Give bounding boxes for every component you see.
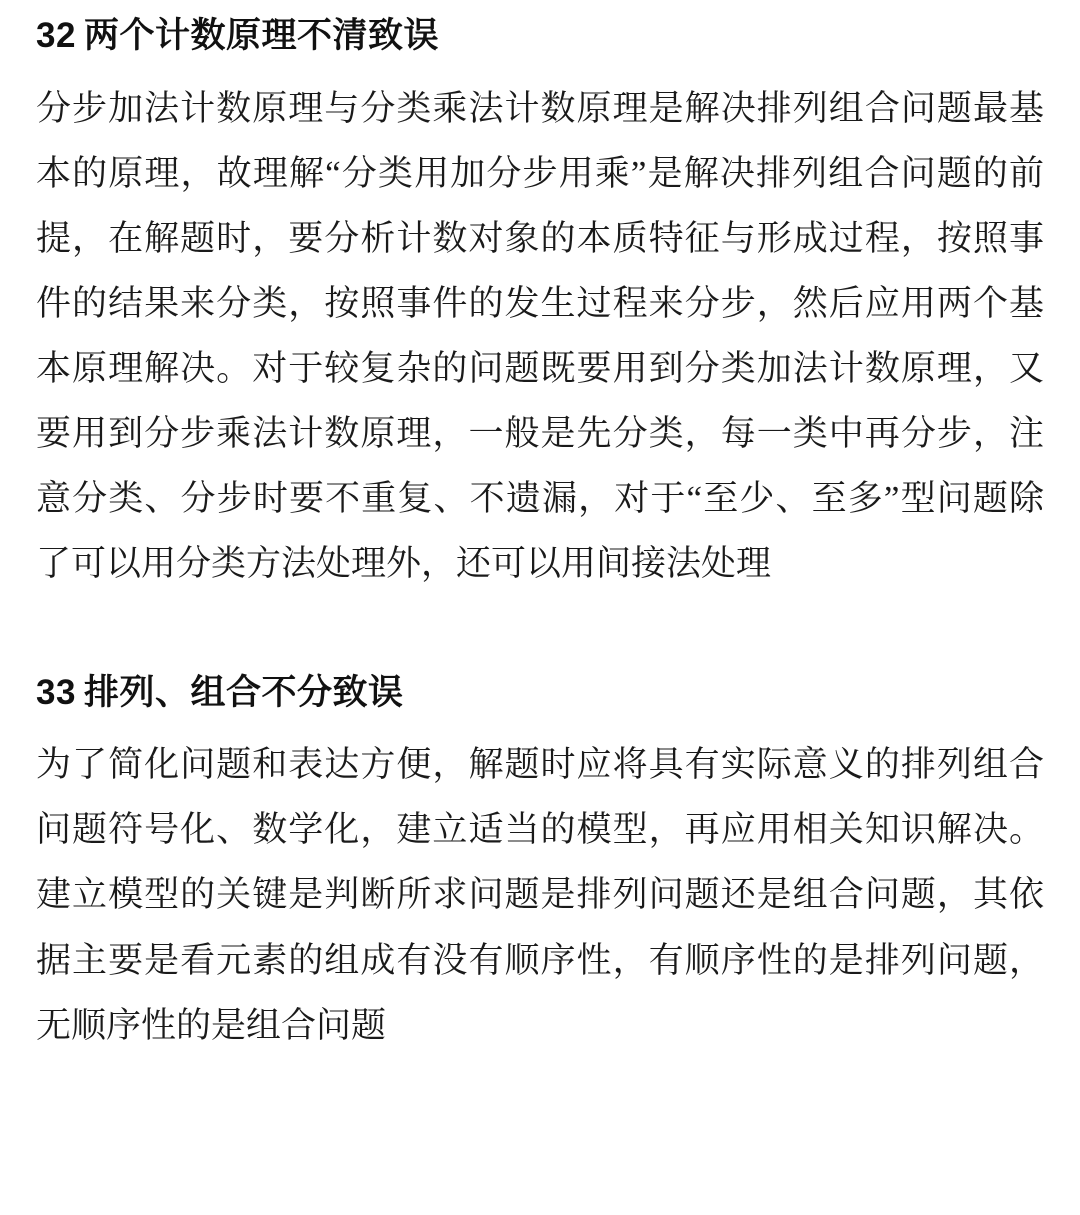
- section-heading: [36, 671, 1044, 715]
- section-33: [36, 671, 1044, 1058]
- section-body: 为了简化问题和表达方便，解题时应将具有实际意义的排列组合问题符号化、数学化，建立适当的模型，再应用相关知识解决。建立模型的关键是判断所求问题是排列问题还是组合问题，其依据主要是看元素的组成有没有顺序性，有顺序性的是排列问题，无顺序性的是组合问题: [36, 745, 1044, 1045]
- section-number: 33: [36, 672, 76, 712]
- section-heading: [36, 14, 1044, 58]
- section-32: [36, 14, 1044, 597]
- section-body: 分步加法计数原理与分类乘法计数原理是解决排列组合问题最基本的原理，故理解“分类用加分步用乘”是解决排列组合问题的前提，在解题时，要分析计数对象的本质特征与形成过程，按照事件的结果来分类，按照事件的发生过程来分步，然后应用两个基本原理解决。对于较复杂的问题既要用到分类加法计数原理，又要用到分步乘法计数原理，一般是先分类，每一类中再分步，注意分类、分步时要不重复、不遗漏，对于“至少、至多”型问题除了可以用分类方法处理外，还可以用间接法处理: [36, 88, 1044, 584]
- section-title: 排列、组合不分致误: [83, 672, 404, 712]
- section-title: 两个计数原理不清致误: [83, 16, 439, 55]
- section-number: 32: [36, 16, 76, 55]
